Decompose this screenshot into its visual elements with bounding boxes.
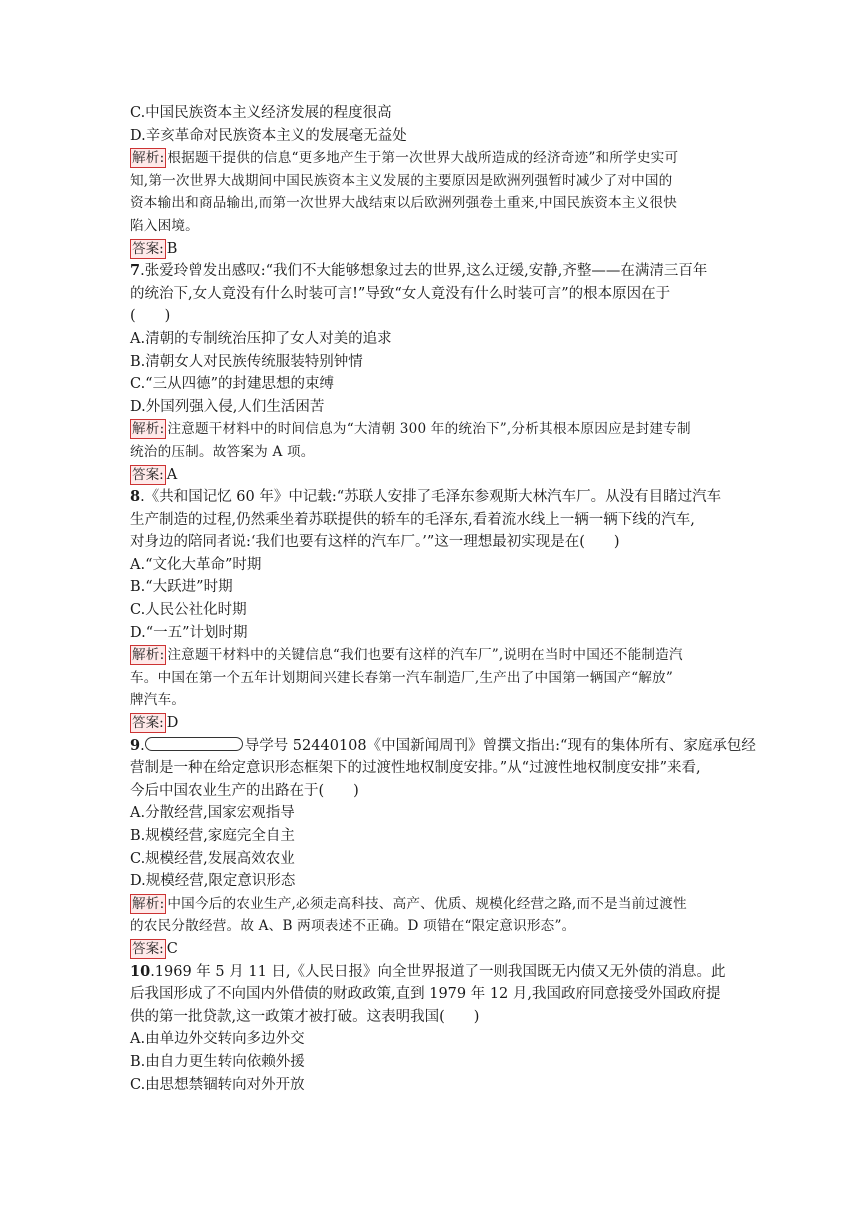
question-number: 8 (130, 488, 141, 506)
analysis-line: 车。中国在第一个五年计划期间兴建长春第一汽车制造厂,生产出了中国第一辆国产“解放” (130, 669, 673, 686)
option-a: A.“文化大革命”时期 (130, 556, 262, 573)
analysis-tag: 解析: (132, 895, 165, 912)
question-stem: 10.1969 年 5 月 11 日,《人民日报》向全世界报道了一则我国既无内债又无外债的消息。此 (130, 962, 726, 980)
answer-line (130, 238, 736, 261)
analysis-line: 资本输出和商品输出,而第一次世界大战结束以后欧洲列强卷土重来,中国民族资本主义很快 (130, 195, 677, 212)
option-d: D.“一五”计划时期 (130, 624, 248, 641)
answer-line (130, 938, 736, 961)
analysis-line: 牌汽车。 (130, 692, 186, 709)
option-d: D.外国列强入侵,人们生活困苦 (130, 398, 325, 415)
question-stem: 的统治下,女人竟没有什么时装可言!”导致“女人竟没有什么时装可言”的根本原因在于 (130, 285, 671, 302)
document-page (130, 102, 756, 1096)
question-stem: 生产制造的过程,仍然乘坐着苏联提供的轿车的毛泽东,看着流水线上一辆一辆下线的汽车, (130, 511, 695, 528)
option-c: C.人民公社化时期 (130, 602, 247, 619)
option-c: C.中国民族资本主义经济发展的程度很高 (130, 105, 392, 121)
rounded-blank-box (145, 737, 243, 751)
option-b: B.清朝女人对民族传统服装特别钟情 (130, 353, 363, 370)
question-stem: 7.张爱玲曾发出感叹:“我们不大能够想象过去的世界,这么迂缓,安静,齐整——在满清三百年 (130, 262, 708, 280)
question-stem: 后我国形成了不向国内外借债的财政政策,直到 1979 年 12 月,我国政府同意接受外国政府提 (130, 986, 721, 1003)
analysis-tag: 解析: (132, 421, 165, 438)
option-b: B.规模经营,家庭完全自主 (130, 828, 295, 844)
option-d: D.辛亥革命对民族资本主义的发展毫无益处 (130, 127, 407, 144)
answer-tag: 答案: (132, 240, 164, 257)
analysis-tag: 解析: (132, 150, 165, 167)
analysis-line: 解析: 中国今后的农业生产,必须走高科技、高产、优质、规模化经营之路,而不是当前过渡性 (132, 895, 687, 912)
analysis-line: 陷入困境。 (130, 217, 199, 234)
option-a: A.由单边外交转向多边外交 (130, 1031, 305, 1048)
analysis-line: 的农民分散经营。故 A、B 两项表述不正确。D 项错在“限定意识形态”。 (130, 918, 576, 935)
question-number: 9 (130, 736, 141, 754)
analysis-line: 知,第一次世界大战期间中国民族资本主义发展的主要原因是欧洲列强暂时减少了对中国的 (130, 172, 673, 189)
analysis-line: 统治的压制。故答案为 A 项。 (130, 443, 315, 460)
answer-value: D (166, 715, 179, 732)
analysis-line: 解析: 根据题干提供的信息“更多地产生于第一次世界大战所造成的经济奇迹”和所学史实可 (132, 150, 679, 167)
question-stem: 今后中国农业生产的出路在于( ) (130, 782, 359, 799)
analysis-tag: 解析: (132, 647, 165, 664)
question-stem: 供的第一批贷款,这一政策才被打破。这表明我国( ) (130, 1008, 480, 1025)
question-number: 7 (130, 262, 141, 280)
analysis-line: 解析: 注意题干材料中的关键信息“我们也要有这样的汽车厂”,说明在当时中国还不能制造汽 (132, 647, 683, 664)
answer-value: B (166, 240, 178, 257)
answer-tag: 答案: (132, 466, 164, 483)
question-stem: 9. 导学号 52440108《中国新闻周刊》曾撰文指出:“现有的集体所有、家庭承包经 (130, 736, 756, 754)
answer-tag: 答案: (132, 940, 164, 957)
option-a: A.清朝的专制统治压抑了女人对美的追求 (130, 330, 392, 347)
option-d: D.规模经营,限定意识形态 (130, 873, 296, 890)
question-stem: ( ) (130, 308, 171, 325)
option-c: C.规模经营,发展高效农业 (130, 850, 295, 867)
question-stem: 8.《共和国记忆 60 年》中记载:“苏联人安排了毛泽东参观斯大林汽车厂。从没有目睹过汽车 (130, 488, 722, 506)
option-c: C.由思想禁锢转向对外开放 (130, 1076, 305, 1093)
option-b: B.由自力更生转向依赖外援 (130, 1053, 305, 1070)
option-b: B.“大跃进”时期 (130, 579, 233, 596)
answer-value: A (166, 466, 178, 483)
question-stem: 对身边的陪同者说:‘我们也要有这样的汽车厂。’”这一理想最初实现是在( ) (130, 534, 620, 551)
question-stem: 营制是一种在给定意识形态框架下的过渡性地权制度安排。”从“过渡性地权制度安排”来看, (130, 760, 701, 777)
answer-line (130, 464, 736, 487)
answer-value: C (166, 940, 178, 957)
analysis-line: 解析: 注意题干材料中的时间信息为“大清朝 300 年的统治下”,分析其根本原因应是封建专制 (132, 421, 691, 438)
option-a: A.分散经营,国家宏观指导 (130, 805, 295, 822)
answer-tag: 答案: (132, 715, 164, 732)
answer-line (130, 712, 736, 735)
question-number: 10 (130, 962, 151, 980)
option-c: C.“三从四德”的封建思想的束缚 (130, 376, 335, 393)
